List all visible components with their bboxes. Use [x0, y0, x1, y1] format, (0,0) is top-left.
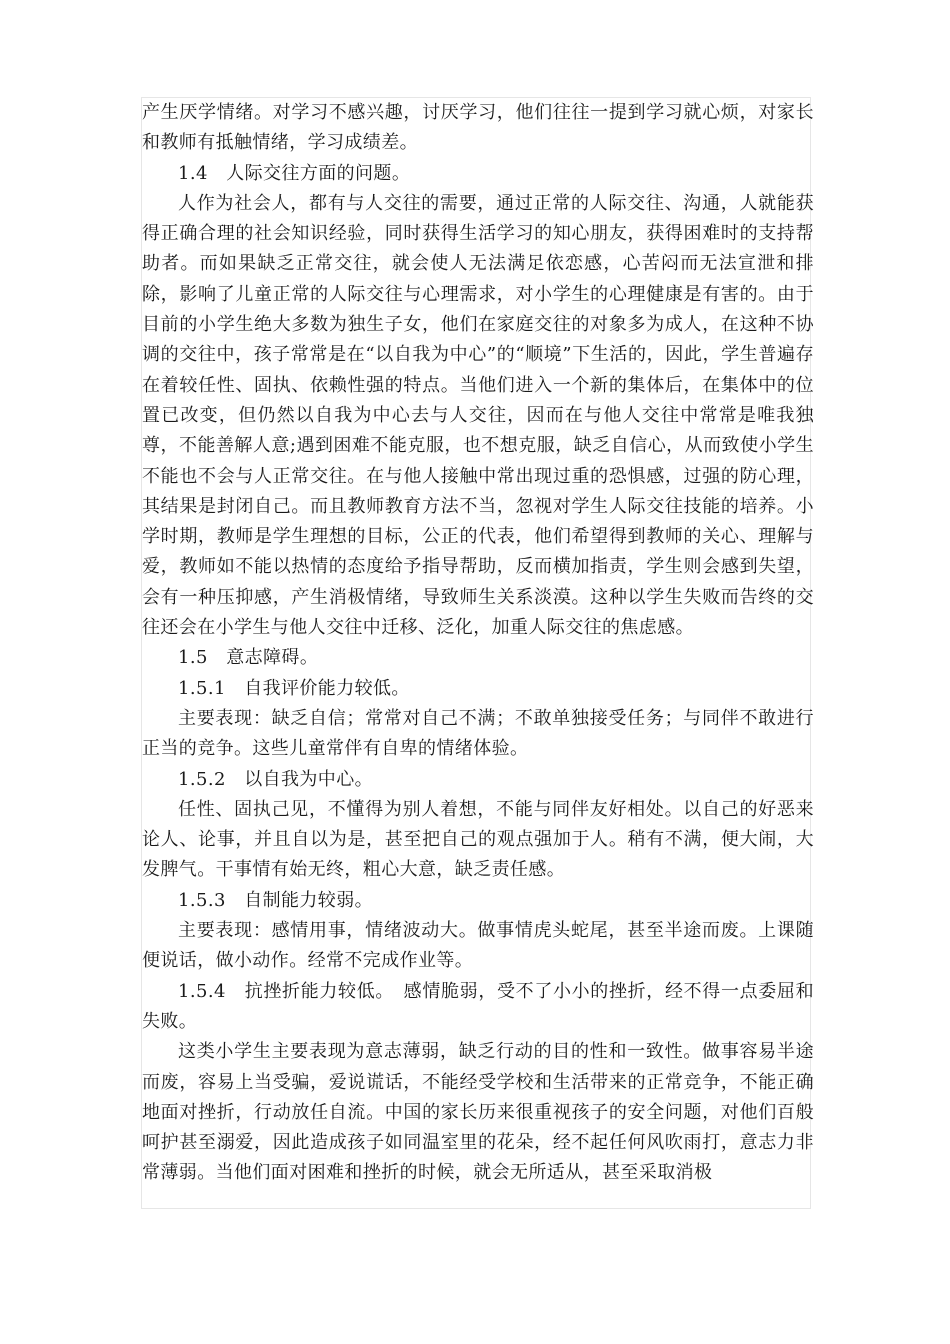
paragraph-continuation: 产生厌学情绪。对学习不感兴趣，讨厌学习，他们往往一提到学习就心烦，对家长和教师有抵触情绪，学习成绩差。 [142, 102, 814, 154]
section-heading-1-5-3: 1.5.3 自制能力较弱。 [178, 889, 373, 911]
section-heading-1-4: 1.4 人际交往方面的问题。 [178, 162, 411, 184]
section-heading-1-5: 1.5 意志障碍。 [178, 647, 319, 669]
document-body [142, 98, 814, 1189]
section-heading-1-5-4: 1.5.4 抗挫折能力较低。 感情脆弱，受不了小小的挫折，经不得一点委屈和失败。 [142, 980, 814, 1032]
section-heading-1-5-1: 1.5.1 自我评价能力较低。 [178, 677, 410, 699]
section-heading-1-5-2: 1.5.2 以自我为中心。 [178, 768, 373, 790]
paragraph-interpersonal: 人作为社会人，都有与人交往的需要，通过正常的人际交往、沟通，人就能获得正确合理的社会知识经验，同时获得生活学习的知心朋友，获得困难时的支持帮助者。而如果缺乏正常交往，就会使人无法满足依恋感，心苦闷而无法宣泄和排除，影响了儿童正常的人际交往与心理需求，对小学生的心理健康是有害的。由于目前的小学生绝大多数为独生子女，他们在家庭交往的对象多为成人，在这种不协调的交往中，孩子常常是在“以自我为中心”的“顺境”下生活的，因此，学生普遍存在着较任性、固执、依赖性强的特点。当他们进入一个新的集体后，在集体中的位置已改变，但仍然以自我为中心去与人交往，因而在与他人交往中常常是唯我独尊，不能善解人意;遇到困难不能克服，也不想克服，缺乏自信心，从而致使小学生不能也不会与人正常交往。在与他人接触中常出现过重的恐惧感，过强的防心理，其结果是封闭自己。而且教师教育方法不当，忽视对学生人际交往技能的培养。小学时期，教师是学生理想的目标，公正的代表，他们希望得到教师的关心、理解与爱，教师如不能以热情的态度给予指导帮助，反而横加指责，学生则会感到失望，会有一种压抑感，产生消极情绪，导致师生关系淡漠。这种以学生失败而告终的交往还会在小学生与他人交往中迁移、泛化，加重人际交往的焦虑感。 [142, 192, 814, 639]
paragraph-self-control: 主要表现：感情用事，情绪波动大。做事情虎头蛇尾，甚至半途而废。上课随便说话，做小动作。经常不完成作业等。 [142, 920, 814, 972]
paragraph-willpower: 这类小学生主要表现为意志薄弱，缺乏行动的目的性和一致性。做事容易半途而废，容易上当受骗，爱说谎话，不能经受学校和生活带来的正常竞争，不能正确地面对挫折，行动放任自流。中国的家长历来很重视孩子的安全问题，对他们百般呵护甚至溺爱，因此造成孩子如同温室里的花朵，经不起任何风吹雨打，意志力非常薄弱。当他们面对困难和挫折的时候，就会无所适从，甚至采取消极 [142, 1041, 814, 1184]
paragraph-self-evaluation: 主要表现：缺乏自信；常常对自己不满；不敢单独接受任务；与同伴不敢进行正当的竞争。这些儿童常伴有自卑的情绪体验。 [142, 707, 814, 760]
paragraph-self-centered: 任性、固执己见，不懂得为别人着想，不能与同伴友好相处。以自己的好恶来论人、论事，并且自以为是，甚至把自己的观点强加于人。稍有不满，便大闹，大发脾气。干事情有始无终，粗心大意，缺乏责任感。 [142, 798, 814, 881]
